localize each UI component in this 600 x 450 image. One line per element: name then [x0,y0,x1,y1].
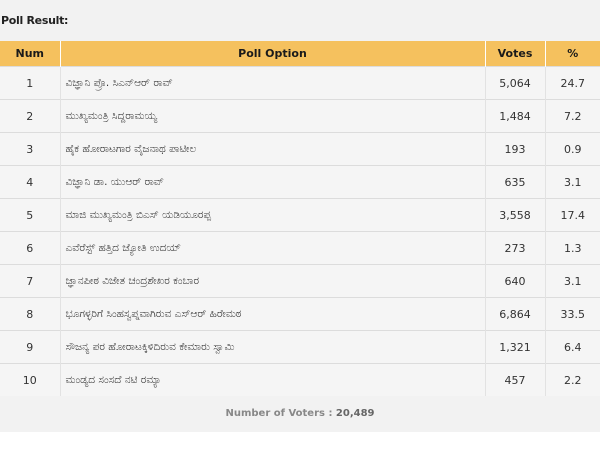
row-option: ಮಾಜಿ ಮುಖ್ಯಮಂತ್ರಿ ಬಿಎಸ್ ಯಡಿಯೂರಪ್ಪ [60,199,485,232]
row-num: 3 [0,133,60,166]
row-votes: 457 [485,364,545,397]
row-votes: 640 [485,265,545,298]
table-row [0,364,600,397]
row-option: ವಿಜ್ಞಾನಿ ಪ್ರೊ. ಸಿಎನ್‌ಆರ್ ರಾವ್ [60,67,485,100]
row-votes: 3,558 [485,199,545,232]
table-row [0,67,600,100]
poll-result-table [0,41,600,396]
row-percent: 2.2 [545,364,600,397]
row-option: ಮಂಡ್ಯದ ಸಂಸದೆ ನಟಿ ರಮ್ಯಾ [60,364,485,397]
row-option: ಸೌಜನ್ಯ ಪರ ಹೋರಾಟಕ್ಕಿಳಿದಿರುವ ಕೇಮಾರು ಸ್ವಾಮಿ [60,331,485,364]
column-header-votes: Votes [485,41,545,67]
table-row [0,265,600,298]
row-percent: 3.1 [545,166,600,199]
table-row [0,331,600,364]
row-percent: 17.4 [545,199,600,232]
column-header-percent: % [545,41,600,67]
row-option: ಹೈಕ ಹೋರಾಟಗಾರ ವೈಜನಾಥ ಪಾಟೀಲ [60,133,485,166]
row-percent: 1.3 [545,232,600,265]
row-option: ಮುಖ್ಯಮಂತ್ರಿ ಸಿದ್ದರಾಮಯ್ಯ [60,100,485,133]
voters-count-label: Number of Voters : [225,408,333,419]
table-row [0,100,600,133]
row-percent: 33.5 [545,298,600,331]
table-row [0,133,600,166]
row-num: 7 [0,265,60,298]
row-num: 9 [0,331,60,364]
row-votes: 193 [485,133,545,166]
row-percent: 7.2 [545,100,600,133]
row-num: 8 [0,298,60,331]
row-num: 5 [0,199,60,232]
row-option: ಎವೆರೆಸ್ಟ್ ಹತ್ತಿದ ಜ್ಯೋತಿ ಉದಯ್ [60,232,485,265]
row-option: ವಿಜ್ಞಾನಿ ಡಾ. ಯುಆರ್ ರಾವ್ [60,166,485,199]
row-votes: 635 [485,166,545,199]
row-percent: 24.7 [545,67,600,100]
row-num: 6 [0,232,60,265]
row-num: 10 [0,364,60,397]
table-row [0,166,600,199]
row-num: 2 [0,100,60,133]
row-num: 1 [0,67,60,100]
poll-result-title: Poll Result: [1,14,69,27]
row-votes: 5,064 [485,67,545,100]
row-votes: 1,484 [485,100,545,133]
voters-count [0,408,600,419]
row-votes: 1,321 [485,331,545,364]
row-option: ಜ್ಞಾನಪೀಠ ವಿಜೇತ ಚಂದ್ರಶೇಖರ ಕಂಬಾರ [60,265,485,298]
table-row [0,199,600,232]
row-num: 4 [0,166,60,199]
row-percent: 0.9 [545,133,600,166]
column-header-option: Poll Option [60,41,485,67]
column-header-num: Num [0,41,60,67]
row-votes: 6,864 [485,298,545,331]
table-row [0,298,600,331]
table-header-row [0,41,600,67]
row-votes: 273 [485,232,545,265]
row-percent: 6.4 [545,331,600,364]
voters-count-value: 20,489 [335,408,375,419]
row-option: ಭೂಗಳ್ಳರಿಗೆ ಸಿಂಹಸ್ವಪ್ನವಾಗಿರುವ ಎಸ್‌ಆರ್ ಹಿರೇಮಠ [60,298,485,331]
table-row [0,232,600,265]
row-percent: 3.1 [545,265,600,298]
